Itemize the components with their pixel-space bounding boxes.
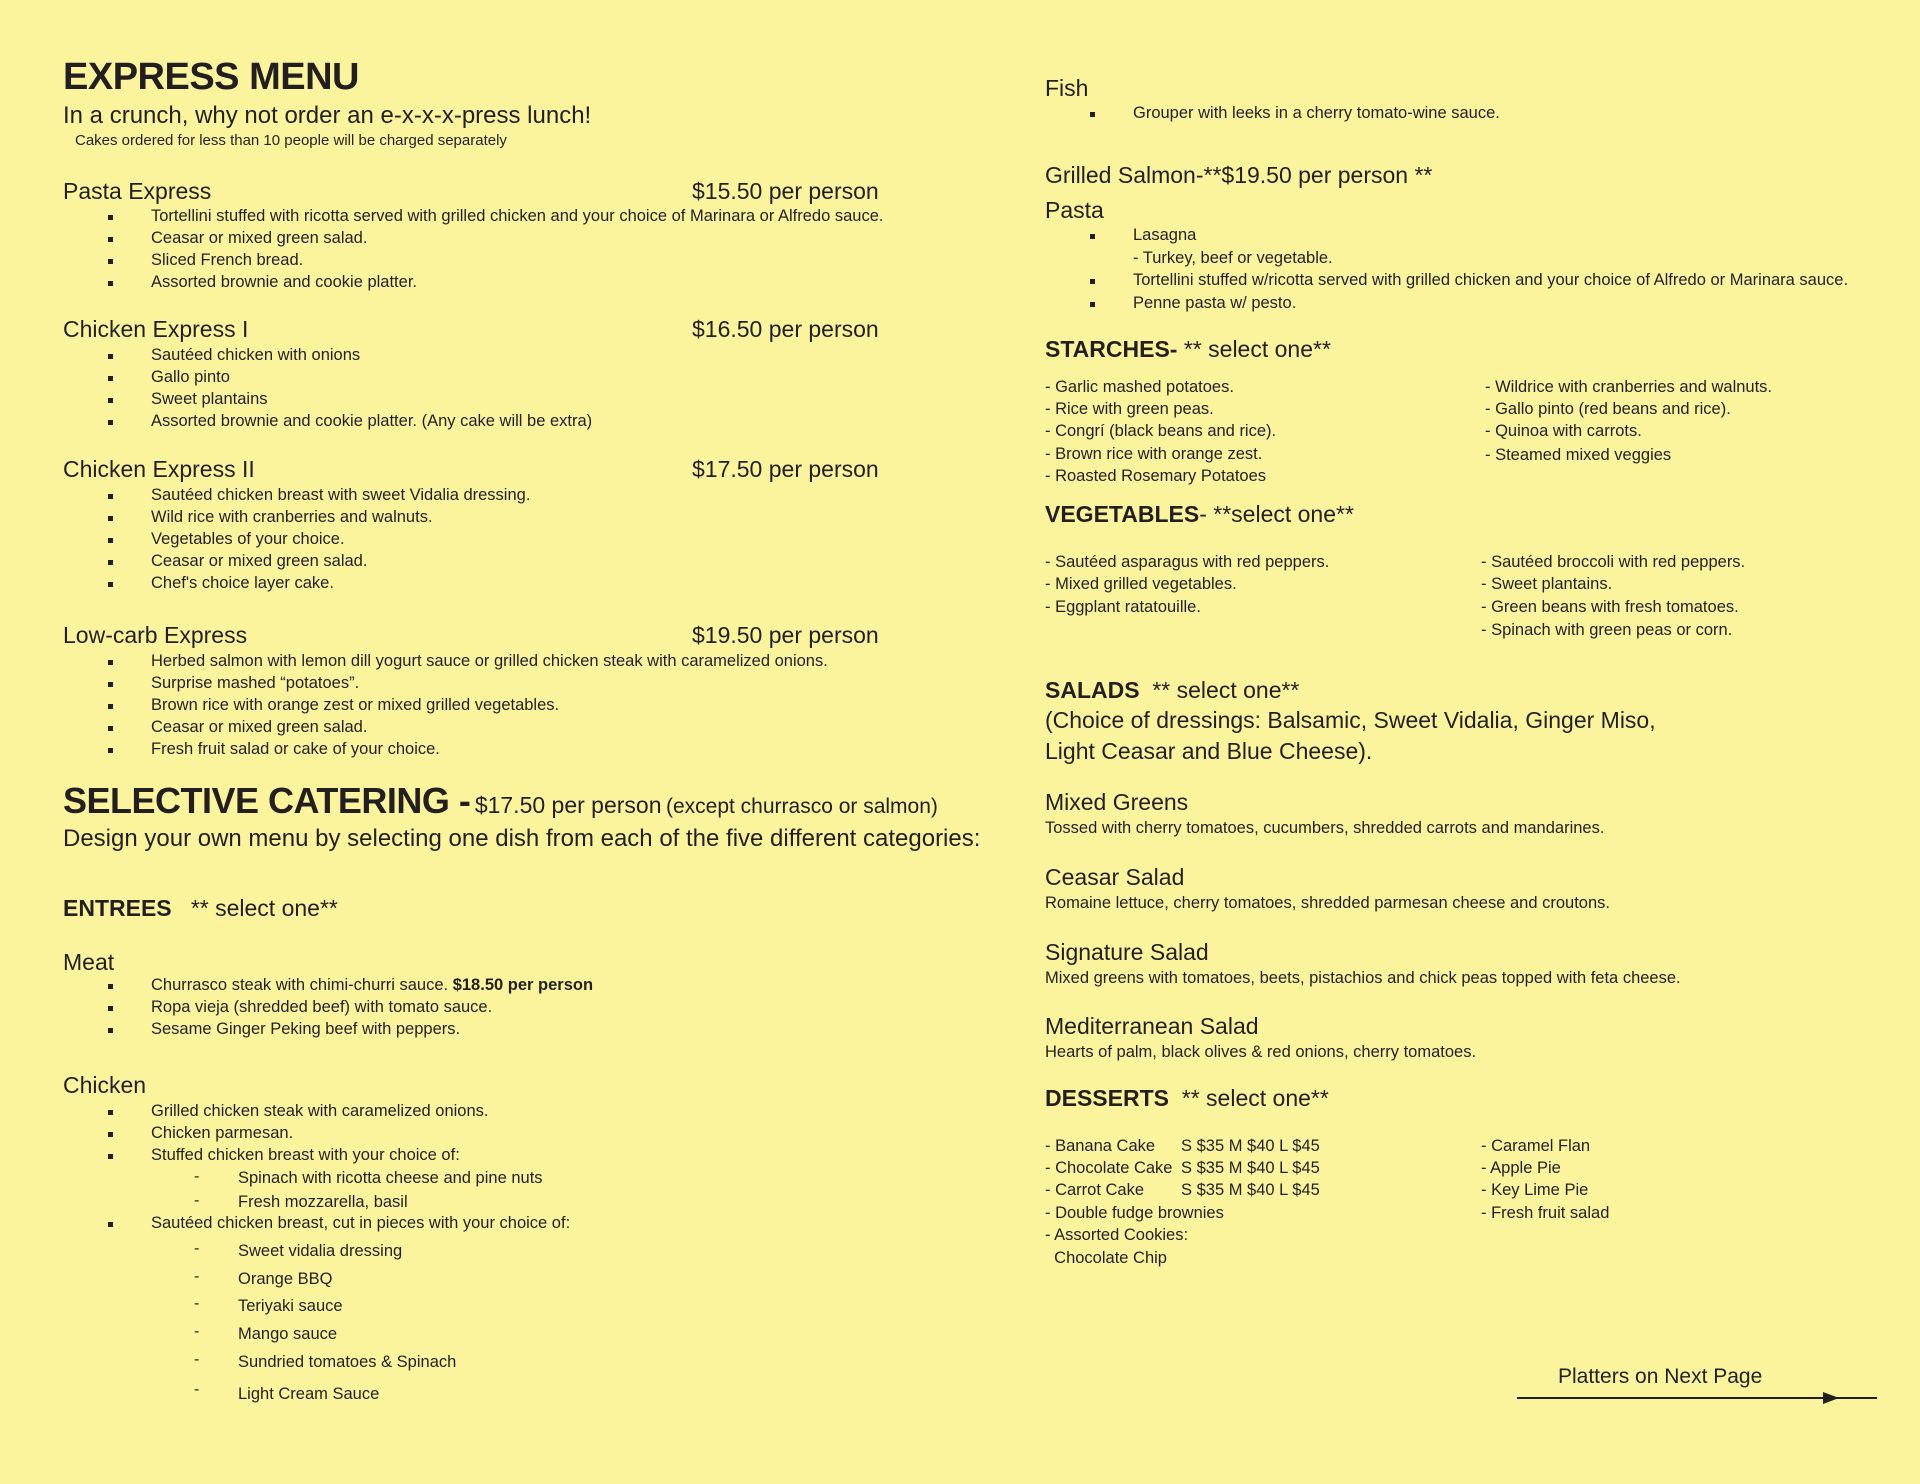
list-item: Gallo pinto [151, 368, 230, 386]
platters-next-page-link[interactable]: Platters on Next Page [1558, 1365, 1763, 1388]
dessert-sizes: S $35 M $40 L $45 [1181, 1181, 1320, 1199]
list-item: Sautéed chicken breast with sweet Vidalia dressing. [151, 486, 531, 504]
dessert-item: - Apple Pie [1481, 1159, 1561, 1177]
list-item: Fresh fruit salad or cake of your choice. [151, 740, 440, 758]
section-chicken-express-2-title: Chicken Express II [63, 456, 255, 482]
list-item: Sesame Ginger Peking beef with peppers. [151, 1020, 461, 1038]
starch-item: - Wildrice with cranberries and walnuts. [1485, 378, 1773, 396]
list-item: Assorted brownie and cookie platter. [151, 273, 417, 291]
dessert-sizes: S $35 M $40 L $45 [1181, 1159, 1320, 1177]
bullet [108, 538, 113, 543]
list-item: Penne pasta w/ pesto. [1133, 294, 1297, 312]
list-item: Tortellini stuffed with ricotta served with grilled chicken and your choice of Marinara or Alfredo sauce. [151, 207, 884, 225]
dessert-item: - Caramel Flan [1481, 1137, 1591, 1155]
starch-item: - Rice with green peas. [1045, 400, 1214, 418]
vegetable-item: - Green beans with fresh tomatoes. [1481, 598, 1739, 616]
list-item: Grouper with leeks in a cherry tomato-wine sauce. [1133, 104, 1500, 122]
vegetable-item: - Eggplant ratatouille. [1045, 598, 1201, 616]
list-item: Sliced French bread. [151, 251, 304, 269]
starch-item: - Steamed mixed veggies [1485, 446, 1672, 464]
starches-title: STARCHES- [1045, 336, 1178, 362]
vegetables-select: - **select one** [1199, 501, 1354, 527]
bullet [108, 398, 113, 403]
selective-catering-heading [63, 780, 938, 822]
bullet [108, 516, 113, 521]
list-item: Sweet vidalia dressing [238, 1242, 403, 1260]
salad-name: Ceasar Salad [1045, 864, 1185, 890]
selective-catering-price: $17.50 per person [474, 792, 662, 818]
express-menu-title: EXPRESS MENU [63, 56, 359, 98]
dessert-item: - Assorted Cookies: [1045, 1226, 1189, 1244]
starch-item: - Gallo pinto (red beans and rice). [1485, 400, 1731, 418]
starches-heading [1045, 336, 1331, 363]
bullet [1090, 112, 1095, 117]
salads-select: ** select one** [1152, 677, 1300, 703]
bullet [108, 1222, 113, 1227]
bullet [108, 748, 113, 753]
list-item: Grilled chicken steak with caramelized onions. [151, 1102, 489, 1120]
desserts-title: DESSERTS [1045, 1085, 1169, 1111]
list-item: Teriyaki sauce [238, 1297, 343, 1315]
dash: - [194, 1240, 200, 1257]
starch-item: - Congrí (black beans and rice). [1045, 422, 1277, 440]
list-item: Ropa vieja (shredded beef) with tomato sauce. [151, 998, 493, 1016]
bullet [108, 1110, 113, 1115]
section-pasta-express-title: Pasta Express [63, 178, 212, 204]
churrasco-label: Churrasco steak with chimi-churri sauce. [151, 976, 449, 994]
starch-item: - Quinoa with carrots. [1485, 422, 1642, 440]
list-item: Sweet plantains [151, 390, 268, 408]
list-item [151, 976, 593, 995]
salads-dressings-2: Light Ceasar and Blue Cheese). [1045, 738, 1373, 764]
section-chicken-express-1-title: Chicken Express I [63, 316, 249, 342]
list-item: Fresh mozzarella, basil [238, 1193, 408, 1211]
bullet [108, 984, 113, 989]
list-item: Light Cream Sauce [238, 1385, 380, 1403]
grilled-salmon-label: Grilled Salmon-**$19.50 per person ** [1045, 162, 1433, 188]
dash: - [194, 1323, 200, 1340]
bullet [108, 682, 113, 687]
bullet [108, 354, 113, 359]
vegetables-title: VEGETABLES [1045, 501, 1200, 527]
list-item: Herbed salmon with lemon dill yogurt sauce or grilled chicken steak with caramelized onions. [151, 652, 828, 670]
pasta-label: Pasta [1045, 197, 1104, 223]
entrees-title: ENTREES [63, 895, 172, 921]
list-item: Sautéed chicken with onions [151, 346, 361, 364]
bullet [108, 1028, 113, 1033]
salad-name: Mediterranean Salad [1045, 1013, 1259, 1039]
vegetables-heading [1045, 501, 1354, 528]
bullet [108, 420, 113, 425]
salad-name: Signature Salad [1045, 939, 1209, 965]
section-chicken-express-1-price: $16.50 per person [692, 316, 879, 342]
list-item: Ceasar or mixed green salad. [151, 718, 368, 736]
salad-desc: Tossed with cherry tomatoes, cucumbers, shredded carrots and mandarines. [1045, 819, 1605, 837]
dessert-sizes: S $35 M $40 L $45 [1181, 1137, 1320, 1155]
bullet [1090, 279, 1095, 284]
section-lowcarb-express-title: Low-carb Express [63, 622, 248, 648]
list-item: Lasagna [1133, 226, 1197, 244]
entrees-select: ** select one** [190, 895, 338, 921]
desserts-heading [1045, 1085, 1329, 1112]
bullet [108, 726, 113, 731]
lasagna-note: - Turkey, beef or vegetable. [1133, 249, 1333, 267]
salad-desc: Romaine lettuce, cherry tomatoes, shredded parmesan cheese and croutons. [1045, 894, 1610, 912]
meat-label: Meat [63, 949, 115, 975]
list-item: Wild rice with cranberries and walnuts. [151, 508, 433, 526]
dessert-item: - Chocolate Cake [1045, 1159, 1173, 1177]
chicken-label: Chicken [63, 1072, 147, 1098]
starches-select: ** select one** [1183, 336, 1331, 362]
salads-heading [1045, 677, 1299, 704]
selective-catering-subtitle: Design your own menu by selecting one dish from each of the five different categories: [63, 825, 981, 852]
dessert-item: - Fresh fruit salad [1481, 1204, 1610, 1222]
bullet [108, 704, 113, 709]
starch-item: - Brown rice with orange zest. [1045, 445, 1263, 463]
salad-desc: Mixed greens with tomatoes, beets, pistachios and chick peas topped with feta cheese. [1045, 969, 1681, 987]
starch-item: - Roasted Rosemary Potatoes [1045, 467, 1267, 485]
selective-catering-title: SELECTIVE CATERING - [63, 780, 471, 821]
bullet [108, 281, 113, 286]
selective-catering-price-note: (except churrasco or salmon) [665, 795, 938, 818]
dessert-item: - Double fudge brownies [1045, 1204, 1224, 1222]
dash: - [194, 1268, 200, 1285]
bullet [108, 1132, 113, 1137]
vegetable-item: - Sautéed broccoli with red peppers. [1481, 553, 1746, 571]
list-item: Ceasar or mixed green salad. [151, 229, 368, 247]
vegetable-item: - Sweet plantains. [1481, 575, 1613, 593]
dessert-item: Chocolate Chip [1045, 1249, 1167, 1267]
vegetable-item: - Spinach with green peas or corn. [1481, 621, 1733, 639]
salad-name: Mixed Greens [1045, 789, 1189, 815]
bullet [108, 494, 113, 499]
section-chicken-express-2-price: $17.50 per person [692, 456, 879, 482]
bullet [1090, 234, 1095, 239]
list-item: Tortellini stuffed w/ricotta served with grilled chicken and your choice of Alfredo or Marinara sauce. [1133, 271, 1849, 289]
churrasco-price: $18.50 per person [452, 976, 594, 994]
list-item: Vegetables of your choice. [151, 530, 345, 548]
desserts-select: ** select one** [1181, 1085, 1329, 1111]
dessert-item: - Key Lime Pie [1481, 1181, 1589, 1199]
vegetable-item: - Sautéed asparagus with red peppers. [1045, 553, 1330, 571]
salads-dressings-1: (Choice of dressings: Balsamic, Sweet Vidalia, Ginger Miso, [1045, 707, 1656, 733]
starch-item: - Garlic mashed potatoes. [1045, 378, 1234, 396]
section-lowcarb-express-price: $19.50 per person [692, 622, 879, 648]
express-menu-note: Cakes ordered for less than 10 people will be charged separately [75, 132, 507, 149]
dash: - [194, 1351, 200, 1368]
fish-label: Fish [1045, 75, 1089, 101]
list-item: Brown rice with orange zest or mixed grilled vegetables. [151, 696, 560, 714]
salads-title: SALADS [1045, 677, 1140, 703]
list-item: Orange BBQ [238, 1270, 333, 1288]
bullet [108, 582, 113, 587]
list-item: Assorted brownie and cookie platter. (Any cake will be extra) [151, 412, 593, 430]
arrow-right-icon [1823, 1392, 1839, 1404]
section-pasta-express-price: $15.50 per person [692, 178, 879, 204]
express-menu-subtitle: In a crunch, why not order an e-x-x-x-press lunch! [63, 102, 592, 129]
list-item: Stuffed chicken breast with your choice of: [151, 1146, 460, 1164]
bullet [108, 1006, 113, 1011]
dash: - [194, 1381, 200, 1398]
dessert-item: - Carrot Cake [1045, 1181, 1145, 1199]
dash: - [194, 1168, 200, 1185]
dash: - [194, 1295, 200, 1312]
vegetable-item: - Mixed grilled vegetables. [1045, 575, 1237, 593]
list-item: Sautéed chicken breast, cut in pieces with your choice of: [151, 1214, 571, 1232]
entrees-heading [63, 895, 338, 922]
list-item: Ceasar or mixed green salad. [151, 552, 368, 570]
bullet [108, 376, 113, 381]
list-item: Chicken parmesan. [151, 1124, 294, 1142]
bullet [108, 660, 113, 665]
list-item: Chef's choice layer cake. [151, 574, 334, 592]
bullet [108, 1154, 113, 1159]
dessert-item: - Banana Cake [1045, 1137, 1156, 1155]
bullet [108, 237, 113, 242]
bullet [108, 259, 113, 264]
dash: - [194, 1192, 200, 1209]
bullet [108, 215, 113, 220]
list-item: Mango sauce [238, 1325, 338, 1343]
list-item: Surprise mashed “potatoes”. [151, 674, 360, 692]
bullet [1090, 302, 1095, 307]
list-item: Sundried tomatoes & Spinach [238, 1353, 457, 1371]
list-item: Spinach with ricotta cheese and pine nuts [238, 1169, 543, 1187]
bullet [108, 560, 113, 565]
salad-desc: Hearts of palm, black olives & red onions, cherry tomatoes. [1045, 1043, 1477, 1061]
